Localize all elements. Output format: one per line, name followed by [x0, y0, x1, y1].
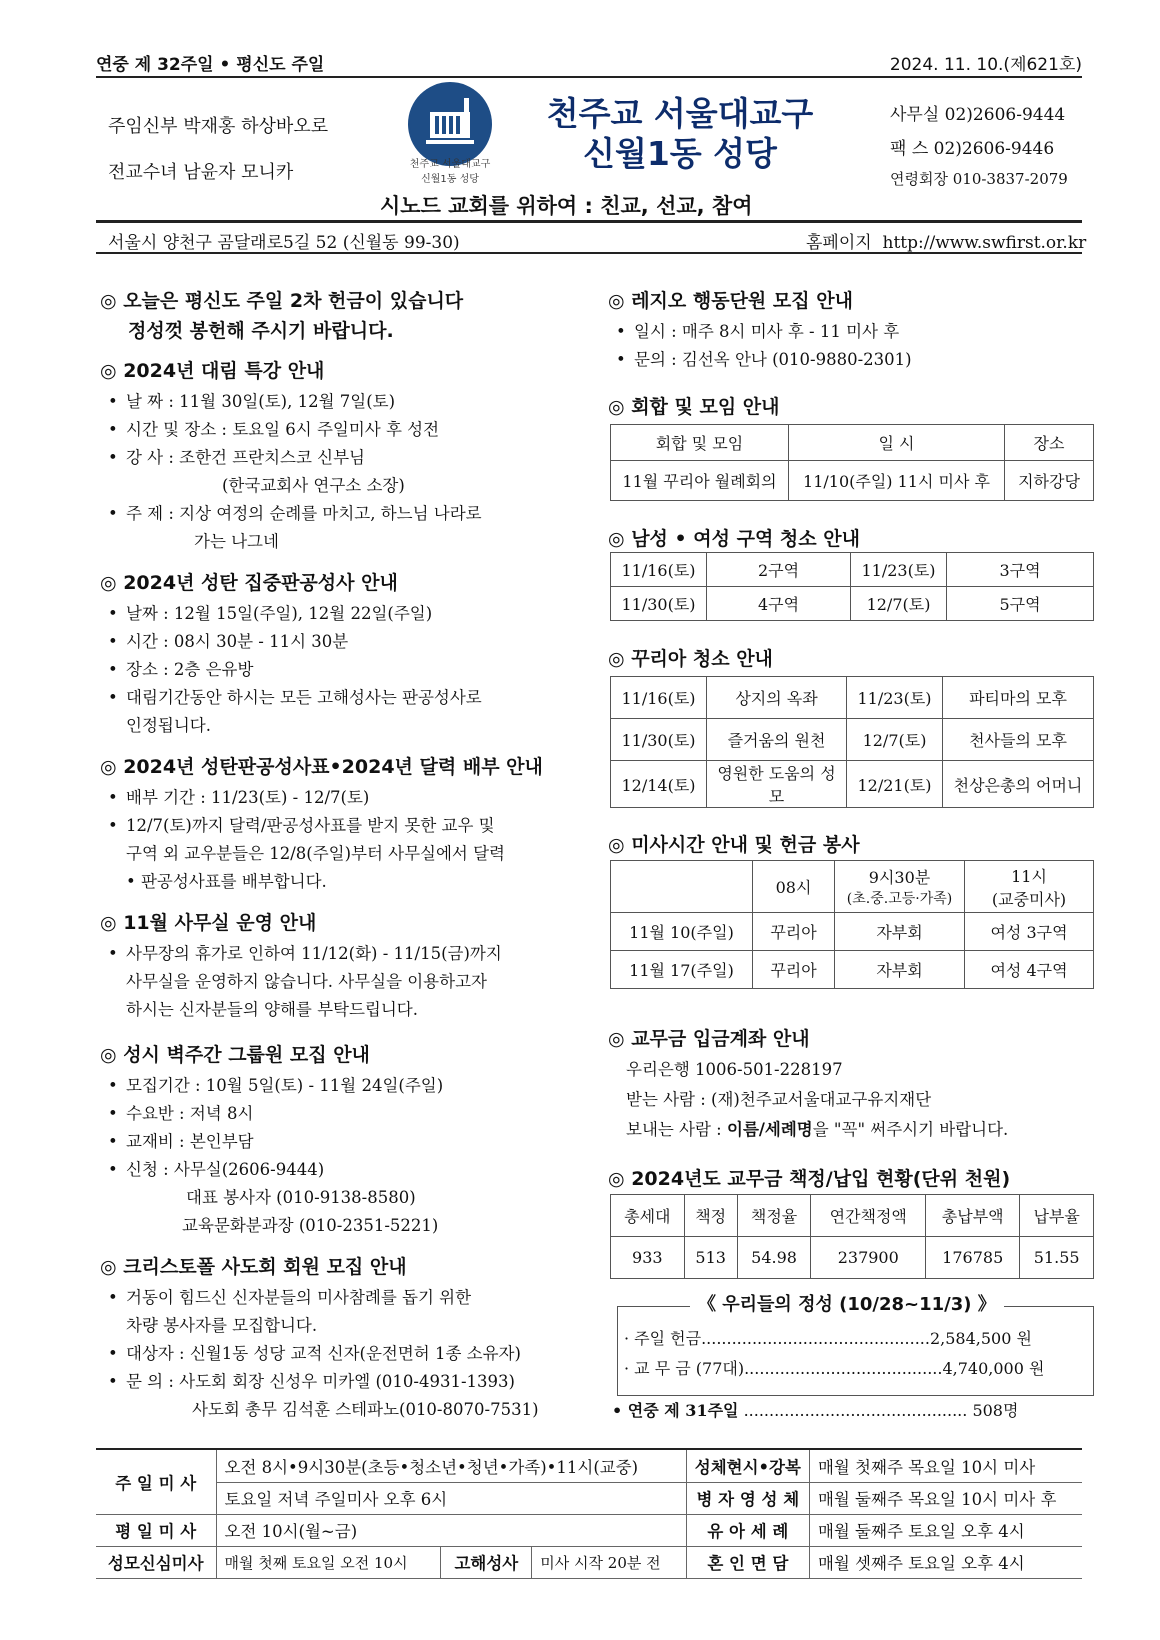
calendar-note: • 12/7(토)까지 달력/판공성사표를 받지 못한 교우 및	[108, 816, 495, 835]
logo-caption: 천주교 서울대교구 신월1동 성당	[409, 159, 491, 185]
table-cell: 천사들의 모후	[943, 719, 1094, 761]
table-cell: 5구역	[947, 587, 1094, 621]
marian-mass-1: 매월 첫째 토요일 오전 10시	[216, 1546, 441, 1578]
table-cell: 상지의 옥좌	[707, 677, 847, 719]
meeting-cell-place: 지하강당	[1005, 461, 1094, 501]
calendar-period: • 배부 기간 : 11/23(토) - 12/7(토)	[108, 788, 370, 807]
district-cleaning-table	[610, 552, 1094, 621]
meeting-table	[610, 424, 1094, 501]
confession-note-cont: 인정됩니다.	[126, 716, 211, 735]
sunday-mass-label: 주 일 미 사	[96, 1450, 216, 1514]
table-cell: 12/7(토)	[851, 587, 947, 621]
table-cell: 176785	[926, 1237, 1020, 1279]
bible-group-apply: • 신청 : 사무실(2606-9444)	[108, 1160, 325, 1179]
tithe-offering: · 교 무 금 (77대).......................................4,740,000 원	[624, 1359, 1045, 1378]
homepage: 홈페이지 http://www.swfirst.or.kr	[806, 233, 1087, 253]
meeting-cell-name: 11월 꾸리아 월례회의	[611, 461, 789, 501]
church-title-line1: 천주교 서울대교구	[546, 94, 814, 133]
advent-lecture-place: • 시간 및 장소 : 토요일 6시 주일미사 후 성전	[108, 420, 440, 439]
advent-lecture-speaker-role: (한국교회사 연구소 소장)	[222, 476, 405, 495]
table-cell: 책정율	[737, 1195, 811, 1237]
mass-8am-header: 08시	[753, 861, 835, 913]
offering-notice-subtitle: 정성껏 봉헌해 주시기 바랍니다.	[128, 320, 394, 342]
tithe-status-table	[610, 1194, 1094, 1279]
account-number: 우리은행 1006-501-228197	[626, 1060, 843, 1079]
table-cell: 책정	[684, 1195, 737, 1237]
calendar-note-cont2: • 판공성사표를 배부합니다.	[126, 872, 327, 891]
header-rule-bottom	[96, 252, 1082, 254]
table-cell: 11월 17(주일)	[611, 951, 753, 989]
confession-1: 미사 시작 20분 전	[532, 1546, 686, 1578]
table-cell: 12/21(토)	[847, 761, 943, 808]
office-phone: 사무실 02)2606-9444	[890, 105, 1066, 125]
advent-lecture-date: • 날 짜 : 11월 30일(토), 12월 7일(토)	[108, 392, 396, 411]
meeting-header-name: 회합 및 모임	[611, 425, 789, 461]
table-cell: 납부율	[1020, 1195, 1094, 1237]
meeting-header-place: 장소	[1005, 425, 1094, 461]
table-cell: 51.55	[1020, 1237, 1094, 1279]
mass-930-header: 9시30분 (초.중.고등·가족)	[835, 861, 965, 913]
council-phone: 연령회장 010-3837-2079	[890, 170, 1068, 188]
table-cell: 여성 4구역	[965, 951, 1094, 989]
sunday-mass-2: 토요일 저녁 주일미사 오후 6시	[216, 1482, 686, 1514]
advent-lecture-title: ◎ 2024년 대림 특강 안내	[100, 360, 325, 382]
district-cleaning-title: ◎ 남성 • 여성 구역 청소 안내	[608, 528, 860, 550]
table-cell: 933	[611, 1237, 685, 1279]
confession-date: • 날짜 : 12월 15일(주일), 12월 22일(주일)	[108, 604, 433, 623]
attendance: • 연중 제 31주일 ............................................ 508명	[612, 1401, 1019, 1420]
confession-title: ◎ 2024년 성탄 집중판공성사 안내	[100, 572, 398, 594]
fax-number: 팩 스 02)2606-9446	[890, 139, 1055, 159]
marian-mass-label: 성모신심미사	[96, 1546, 216, 1578]
church-title-line2: 신월1동 성당	[583, 134, 777, 173]
account-sender-note: 보내는 사람 : 이름/세례명을 "꼭" 써주시기 바랍니다.	[626, 1120, 1009, 1139]
legio-title: ◎ 레지오 행동단원 모집 안내	[608, 290, 853, 312]
table-cell: 11월 10(주일)	[611, 913, 753, 951]
issue-line	[96, 50, 1082, 76]
table-cell: 영원한 도움의 성모	[707, 761, 847, 808]
bible-group-title: ◎ 성시 벽주간 그룹원 모집 안내	[100, 1044, 370, 1066]
table-cell: 자부회	[835, 951, 965, 989]
parish-address: 서울시 양천구 곰달래로5길 52 (신월동 99-30)	[108, 233, 460, 253]
mass-11am-header: 11시 (교중미사)	[965, 861, 1094, 913]
office-hours-note-cont1: 사무실을 운영하지 않습니다. 사무실을 이용하고자	[126, 972, 487, 991]
meeting-header-time: 일 시	[789, 425, 1005, 461]
mass-offering-title: ◎ 미사시간 안내 및 헌금 봉사	[608, 834, 860, 856]
wedding-label: 혼 인 면 담	[686, 1546, 809, 1578]
table-cell: 513	[684, 1237, 737, 1279]
calendar-note-cont1: 구역 외 교우분들은 12/8(주일)부터 사무실에서 달력	[126, 844, 505, 863]
calendar-title: ◎ 2024년 성탄판공성사표•2024년 달력 배부 안내	[100, 756, 543, 778]
table-cell: 연간책정액	[811, 1195, 926, 1237]
bible-group-period: • 모집기간 : 10월 5일(토) - 11월 24일(주일)	[108, 1076, 444, 1095]
table-cell: 2구역	[707, 553, 851, 587]
table-cell: 11/30(토)	[611, 719, 707, 761]
parish-logo-icon	[408, 82, 492, 166]
bible-group-class: • 수요반 : 저녁 8시	[108, 1104, 254, 1123]
table-cell: 4구역	[707, 587, 851, 621]
table-cell: 12/7(토)	[847, 719, 943, 761]
bible-group-contact2: 교육문화분과장 (010-2351-5221)	[182, 1216, 439, 1235]
mass-schedule-table	[96, 1450, 1082, 1579]
infant-baptism-label: 유 아 세 례	[686, 1514, 809, 1546]
issue-date: 2024. 11. 10.(제621호)	[889, 55, 1082, 75]
table-cell: 237900	[811, 1237, 926, 1279]
account-receiver: 받는 사람 : (재)천주교서울대교구유지재단	[626, 1090, 932, 1109]
confession-label: 고해성사	[441, 1546, 532, 1578]
table-cell: 12/14(토)	[611, 761, 707, 808]
table-cell: 11/16(토)	[611, 553, 707, 587]
office-hours-title: ◎ 11월 사무실 운영 안내	[100, 912, 317, 934]
wedding-1: 매월 셋째주 토요일 오후 4시	[809, 1546, 1082, 1578]
sunday-mass-1: 오전 8시•9시30분(초등•청소년•청년•가족)•11시(교중)	[216, 1450, 686, 1482]
sick-communion-1: 매월 둘째주 목요일 10시 미사 후	[809, 1482, 1082, 1514]
christopher-note-cont: 차량 봉사자를 모집합니다.	[126, 1316, 318, 1335]
christopher-title: ◎ 크리스토폴 사도회 회원 모집 안내	[100, 1256, 407, 1278]
table-cell	[611, 861, 753, 913]
legio-time: • 일시 : 매주 8시 미사 후 - 11 미사 후	[616, 322, 900, 341]
weekday-mass-label: 평 일 미 사	[96, 1514, 216, 1546]
advent-lecture-speaker: • 강 사 : 조한건 프란치스코 신부님	[108, 448, 365, 467]
offering-title: 《 우리들의 정성 (10/28~11/3) 》	[690, 1290, 1004, 1316]
adoration-label: 성체현시•강복	[686, 1450, 809, 1482]
table-cell: 여성 3구역	[965, 913, 1094, 951]
table-cell: 총납부액	[926, 1195, 1020, 1237]
offering-box	[617, 1306, 1094, 1396]
curia-cleaning-title: ◎ 꾸리아 청소 안내	[608, 648, 773, 670]
advent-lecture-theme: • 주 제 : 지상 여정의 순례를 마치고, 하느님 나라로	[108, 504, 482, 523]
tithe-status-title: ◎ 2024년도 교무금 책정/납입 현황(단위 천원)	[608, 1168, 1011, 1190]
homepage-link[interactable]: http://www.swfirst.or.kr	[882, 233, 1087, 253]
account-title: ◎ 교무금 입금계좌 안내	[608, 1028, 810, 1050]
nun-name: 전교수녀 남윤자 모니카	[108, 162, 294, 183]
christopher-note: • 거동이 힘드신 신자분들의 미사참례를 돕기 위한	[108, 1288, 472, 1307]
table-cell: 11/30(토)	[611, 587, 707, 621]
weekday-mass-1: 오전 10시(월~금)	[216, 1514, 686, 1546]
confession-time: • 시간 : 08시 30분 - 11시 30분	[108, 632, 349, 651]
table-cell: 54.98	[737, 1237, 811, 1279]
office-hours-note-cont2: 하시는 신자분들의 양해를 부탁드립니다.	[126, 1000, 418, 1019]
office-hours-note: • 사무장의 휴가로 인하여 11/12(화) - 11/15(금)까지	[108, 944, 502, 963]
infant-baptism-1: 매월 둘째주 토요일 오후 4시	[809, 1514, 1082, 1546]
table-cell: 꾸리아	[753, 913, 835, 951]
slogan: 시노드 교회를 위하여 : 친교, 선교, 참여	[380, 194, 753, 218]
mass-offering-table	[610, 860, 1094, 989]
curia-cleaning-table	[610, 676, 1094, 808]
liturgical-day: 연중 제 32주일 • 평신도 주일	[96, 55, 325, 75]
table-cell: 총세대	[611, 1195, 685, 1237]
confession-note: • 대림기간동안 하시는 모든 고해성사는 판공성사로	[108, 688, 482, 707]
legio-contact: • 문의 : 김선옥 안나 (010-9880-2301)	[616, 350, 912, 369]
advent-lecture-theme-cont: 가는 나그네	[194, 532, 279, 551]
header-rule-mid	[96, 220, 1082, 223]
table-cell: 파티마의 모후	[943, 677, 1094, 719]
confession-place: • 장소 : 2층 은유방	[108, 660, 254, 679]
christopher-contact1: • 문 의 : 사도회 회장 신성우 미카엘 (010-4931-1393)	[108, 1372, 515, 1391]
sunday-offering: · 주일 헌금.............................................2,584,500 원	[624, 1329, 1032, 1348]
sick-communion-label: 병 자 영 성 체	[686, 1482, 809, 1514]
adoration-1: 매월 첫째주 목요일 10시 미사	[809, 1450, 1082, 1482]
christopher-target: • 대상자 : 신월1동 성당 교적 신자(운전면허 1종 소유자)	[108, 1344, 521, 1363]
table-cell: 즐거움의 원천	[707, 719, 847, 761]
meeting-title: ◎ 회합 및 모임 안내	[608, 396, 780, 418]
table-cell: 천상은총의 어머니	[943, 761, 1094, 808]
table-cell: 11/16(토)	[611, 677, 707, 719]
bible-group-contact1: 대표 봉사자 (010-9138-8580)	[186, 1188, 416, 1207]
header-rule-top	[96, 76, 1082, 78]
table-cell: 자부회	[835, 913, 965, 951]
christopher-contact2: 사도회 총무 김석훈 스테파노(010-8070-7531)	[192, 1400, 539, 1419]
pastor-name: 주임신부 박재홍 하상바오로	[108, 116, 329, 137]
table-cell: 11/23(토)	[851, 553, 947, 587]
meeting-cell-time: 11/10(주일) 11시 미사 후	[789, 461, 1005, 501]
table-cell: 11/23(토)	[847, 677, 943, 719]
table-cell: 꾸리아	[753, 951, 835, 989]
offering-notice-title: ◎ 오늘은 평신도 주일 2차 헌금이 있습니다	[100, 290, 464, 312]
bible-group-cost: • 교재비 : 본인부담	[108, 1132, 254, 1151]
table-cell: 3구역	[947, 553, 1094, 587]
